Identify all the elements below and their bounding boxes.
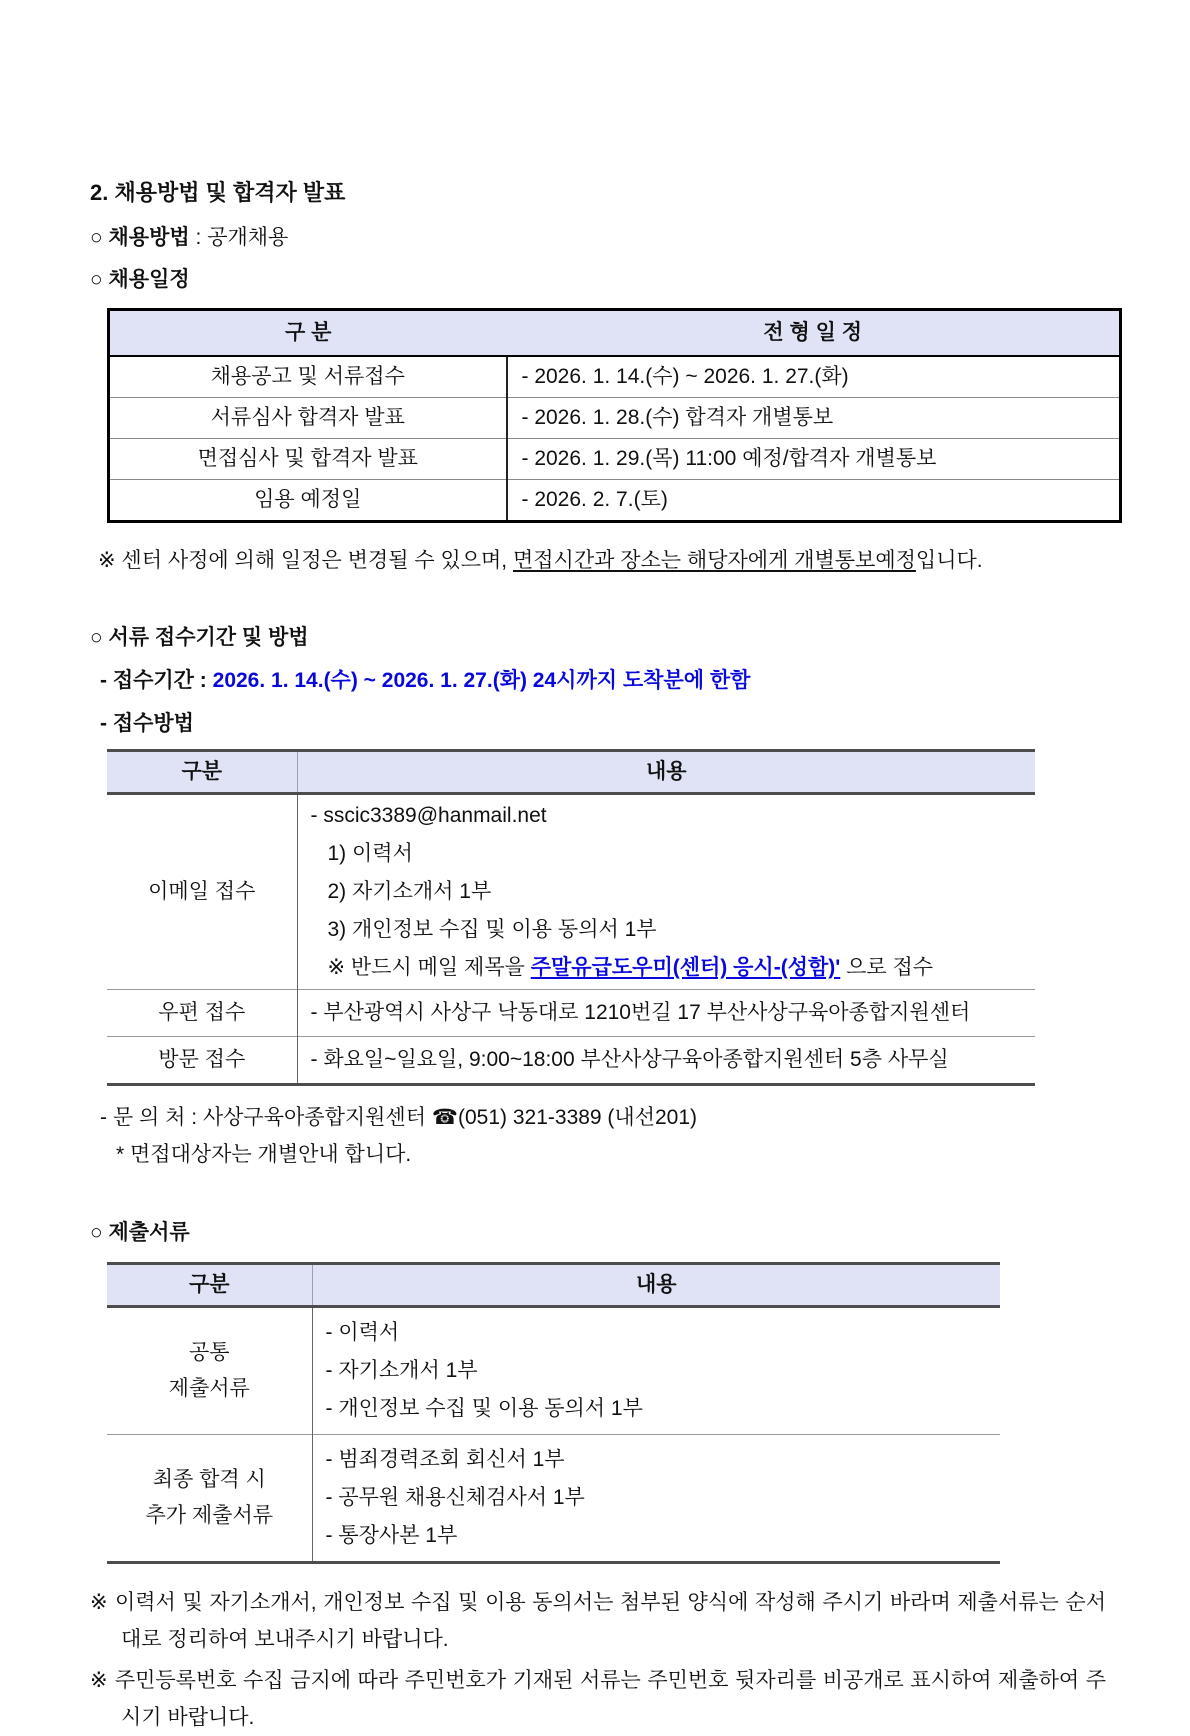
table-row-common-docs — [107, 1306, 1000, 1434]
documents-table — [107, 1262, 1000, 1564]
schedule-row-label: 임용 예정일 — [254, 488, 362, 512]
email-item-1: 1) 이력서 — [327, 841, 413, 865]
email-subject-highlight: 주말유급도우미(센터) 응시-(성함)' — [530, 955, 841, 979]
footer-note: ※ 이력서 및 자기소개서, 개인정보 수집 및 이용 동의서는 첨부된 양식에 작성해 주시기 바라며 제출서류는 순서대로 정리하여 보내주시기 바랍니다. — [90, 1590, 1106, 1652]
interview-notice-line: * 면접대상자는 개별안내 합니다. — [116, 1143, 412, 1167]
schedule-row-value: - 2026. 1. 28.(수) 합격자 개별통보 — [507, 398, 1121, 439]
submission-section-label: ○ 서류 접수기간 및 방법 — [90, 625, 309, 649]
recruit-method-label: ○ 채용방법 — [90, 225, 190, 249]
table-row-email — [107, 793, 1035, 989]
schedule-row-label: 서류심사 합격자 발표 — [109, 398, 507, 439]
doc-item: - 범죄경력조회 회신서 1부 — [325, 1447, 565, 1471]
doc-item: - 공무원 채용신체검사서 1부 — [325, 1485, 585, 1509]
table-header-row — [109, 310, 1121, 357]
documents-row-value — [312, 1306, 1000, 1434]
email-item-3: 3) 개인정보 수집 및 이용 동의서 1부 — [327, 917, 657, 941]
method-col-header-category: 구분 — [107, 750, 297, 793]
documents-col-header-category: 구분 — [107, 1263, 312, 1306]
table-row-final-docs — [107, 1434, 1000, 1562]
documents-row-label: 공통 제출서류 — [168, 1340, 250, 1400]
method-row-value: - 화요일~일요일, 9:00~18:00 부산사상구육아종합지원센터 5층 사무실 — [297, 1036, 1035, 1084]
submission-period-line — [100, 667, 1120, 695]
documents-section-label: ○ 제출서류 — [90, 1221, 190, 1245]
table-row-visit — [107, 1036, 1035, 1084]
table-row — [109, 356, 1121, 398]
submission-period-value: 2026. 1. 14.(수) ~ 2026. 1. 27.(화) 24시까지 도착분에 한함 — [212, 669, 751, 693]
schedule-note-underlined: 면접시간과 장소는 해당자에게 개별통보예정 — [512, 549, 916, 573]
method-row-label: 이메일 접수 — [148, 879, 256, 903]
schedule-row-label: 채용공고 및 서류접수 — [109, 356, 507, 398]
doc-item: - 개인정보 수집 및 이용 동의서 1부 — [325, 1396, 643, 1420]
recruit-method-line — [90, 224, 1120, 252]
schedule-section-label: ○ 채용일정 — [90, 268, 190, 292]
table-row — [109, 439, 1121, 480]
method-col-header-content: 내용 — [297, 750, 1035, 793]
documents-row-value — [312, 1434, 1000, 1562]
recruit-method-value: 공개채용 — [207, 225, 289, 249]
schedule-row-value: - 2026. 2. 7.(토) — [507, 480, 1121, 522]
doc-item: - 자기소개서 1부 — [325, 1358, 478, 1382]
table-row-post — [107, 989, 1035, 1036]
table-header-row — [107, 1263, 1000, 1306]
method-row-value — [297, 793, 1035, 989]
schedule-row-label: 면접심사 및 합격자 발표 — [109, 439, 507, 480]
table-row — [109, 398, 1121, 439]
schedule-table — [107, 308, 1122, 523]
documents-row-label: 최종 합격 시 추가 제출서류 — [107, 1434, 312, 1562]
email-item-2: 2) 자기소개서 1부 — [327, 879, 492, 903]
method-row-value: - 부산광역시 사상구 낙동대로 1210번길 17 부산사상구육아종합지원센터 — [297, 989, 1035, 1036]
submission-period-label: - 접수기간 : — [100, 669, 213, 693]
email-address-line: - sscic3389@hanmail.net — [310, 803, 547, 827]
doc-item: - 이력서 — [325, 1320, 400, 1344]
schedule-note: ※ 센터 사정에 의해 일정은 변경될 수 있으며, 면접시간과 장소는 해당자에게 개별통보예정입니다. — [98, 549, 983, 573]
table-header-row — [107, 750, 1035, 793]
documents-col-header-content: 내용 — [312, 1263, 1000, 1306]
footer-notes — [90, 1584, 1106, 1736]
method-row-label: 우편 접수 — [107, 989, 297, 1036]
schedule-row-value: - 2026. 1. 14.(수) ~ 2026. 1. 27.(화) — [507, 356, 1121, 398]
page-title: 2. 채용방법 및 합격자 발표 — [90, 180, 346, 205]
schedule-col-header-category: 구 분 — [109, 310, 507, 357]
submission-method-label: - 접수방법 — [100, 712, 194, 736]
recruit-method-sep: : — [189, 225, 208, 249]
contact-line: - 문 의 처 : 사상구육아종합지원센터 ☎(051) 321-3389 (내선201) — [100, 1105, 698, 1129]
method-row-label: 방문 접수 — [107, 1036, 297, 1084]
method-table — [107, 749, 1035, 1086]
footer-note: ※ 주민등록번호 수집 금지에 따라 주민번호가 기재된 서류는 주민번호 뒷자리를 비공개로 표시하여 제출하여 주시기 바랍니다. — [90, 1668, 1106, 1729]
schedule-col-header-dates: 전 형 일 정 — [507, 310, 1121, 357]
doc-item: - 통장사본 1부 — [325, 1523, 458, 1547]
email-subject-note: ※ 반드시 메일 제목을 주말유급도우미(센터) 응시-(성함)' 으로 접수 — [327, 955, 934, 979]
table-row — [109, 480, 1121, 522]
schedule-row-value: - 2026. 1. 29.(목) 11:00 예정/합격자 개별통보 — [507, 439, 1121, 480]
